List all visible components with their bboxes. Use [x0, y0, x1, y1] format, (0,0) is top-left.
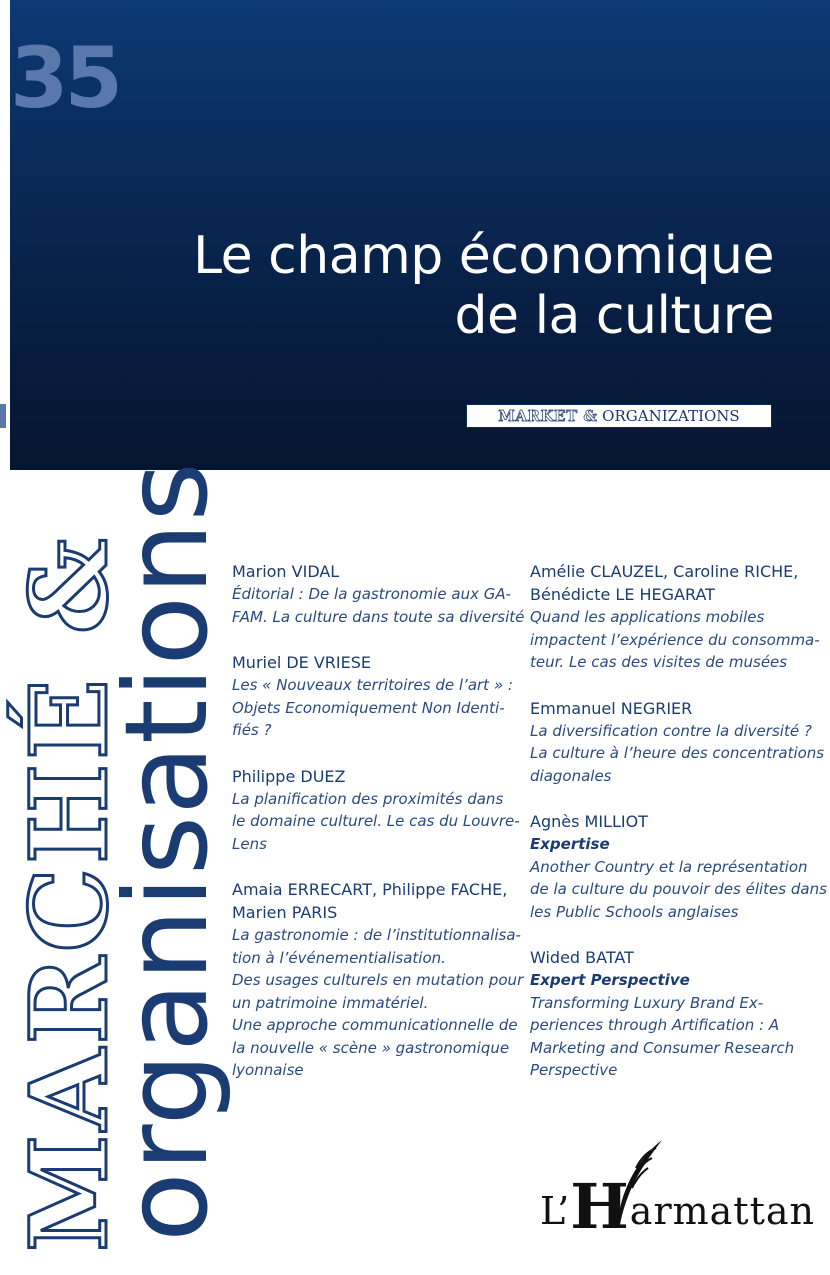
desc-line: teur. Le cas des visites de musées — [530, 653, 788, 671]
desc-line: la nouvelle « scène » gastronomique — [232, 1038, 510, 1057]
contents-right — [530, 560, 827, 1105]
desc-line: le domaine culturel. Le cas du Louvre- — [232, 812, 520, 830]
author-line: Muriel DE VRIESE — [232, 653, 372, 672]
cover-title — [193, 226, 774, 346]
entry-author — [232, 878, 517, 924]
contents-entry — [232, 651, 517, 742]
entry-author — [232, 560, 517, 583]
author-line: Marion VIDAL — [232, 562, 340, 581]
author-line: Philippe DUEZ — [232, 766, 346, 786]
entry-description — [530, 992, 820, 1082]
contents-entry — [530, 810, 827, 923]
author-line: Marien PARIS — [232, 903, 338, 922]
entry-subtitle: Expert Perspective — [530, 971, 690, 989]
entry-description — [530, 606, 820, 674]
entry-author — [530, 946, 820, 969]
title-line-1: Le champ économique — [193, 226, 774, 286]
publisher-rest: armattan — [629, 1189, 815, 1233]
series-tag — [466, 404, 772, 428]
desc-line: La diversification contre la diversité ? — [530, 721, 812, 740]
series-tag-outline: MARKET & — [498, 407, 598, 425]
desc-line: impactent l’expérience du consomma- — [530, 630, 820, 649]
desc-line: fiés ? — [232, 721, 272, 739]
entry-description — [232, 788, 520, 856]
desc-line: les Public Schools anglaises — [530, 902, 739, 921]
desc-line: Marketing and Consumer Research — [530, 1038, 795, 1057]
entry-author — [232, 651, 517, 674]
journal-name-marche: MARCHÉ & — [6, 534, 131, 1252]
entry-subtitle: Expertise — [530, 835, 610, 853]
entry-description — [232, 674, 517, 742]
contents-left — [232, 560, 525, 1105]
entry-author — [530, 810, 820, 833]
publisher-initial: H — [570, 1170, 630, 1243]
contents-entry — [530, 560, 820, 674]
spine-mark — [0, 404, 6, 428]
desc-line: Another Country et la représentation — [530, 857, 808, 876]
entry-description — [530, 856, 827, 924]
desc-line: Une approche communicationnelle de — [232, 1016, 518, 1034]
publisher-logo — [540, 1170, 815, 1243]
author-line: Amélie CLAUZEL, Caroline RICHE, — [530, 562, 799, 581]
entry-author — [530, 697, 820, 720]
desc-line: La culture à l’heure des concentrations — [530, 744, 825, 762]
desc-line: Objets Economiquement Non Identi- — [232, 698, 505, 717]
author-line: Emmanuel NEGRIER — [530, 698, 693, 718]
entry-description — [232, 924, 524, 1082]
entry-author — [530, 560, 820, 606]
desc-line: tion à l’événementialisation. — [232, 948, 446, 967]
desc-line: Perspective — [530, 1061, 618, 1079]
entry-description — [530, 720, 825, 788]
publisher-prefix: L’ — [540, 1189, 571, 1233]
desc-line: de la culture du pouvoir des élites dans — [530, 880, 827, 898]
desc-line: FAM. La culture dans toute sa diversité — [232, 607, 525, 626]
desc-line: La gastronomie : de l’institutionnalisa- — [232, 926, 521, 944]
contents-entry — [232, 878, 524, 1082]
author-line: Agnès MILLIOT — [530, 812, 648, 831]
desc-line: lyonnaise — [232, 1061, 304, 1079]
desc-line: Des usages culturels en mutation pour — [232, 971, 524, 989]
author-line: Amaia ERRECART, Philippe FACHE, — [232, 880, 508, 899]
contents-entry — [232, 560, 525, 628]
series-tag-text: ORGANIZATIONS — [602, 407, 740, 425]
journal-name-organisations: organisations — [100, 461, 233, 1242]
desc-line: Éditorial : De la gastronomie aux GA- — [232, 585, 512, 603]
author-line: Bénédicte LE HEGARAT — [530, 585, 715, 604]
title-line-2: de la culture — [454, 286, 774, 346]
contents-entry — [232, 765, 520, 856]
desc-line: un patrimoine immatériel. — [232, 993, 429, 1012]
desc-line: Transforming Luxury Brand Ex- — [530, 993, 764, 1012]
desc-line: periences through Artification : A — [530, 1016, 780, 1034]
entry-description — [232, 583, 525, 628]
desc-line: Quand les applications mobiles — [530, 608, 765, 626]
desc-line: Les « Nouveaux territoires de l’art » : — [232, 676, 513, 694]
contents-entry — [530, 697, 825, 788]
desc-line: Lens — [232, 834, 267, 853]
desc-line: La planification des proximités dans — [232, 789, 504, 808]
contents-entry — [530, 946, 820, 1082]
cover-edge — [0, 0, 10, 470]
entry-author — [232, 765, 517, 788]
issue-number: 35 — [10, 29, 119, 127]
author-line: Wided BATAT — [530, 948, 634, 967]
desc-line: diagonales — [530, 766, 612, 785]
